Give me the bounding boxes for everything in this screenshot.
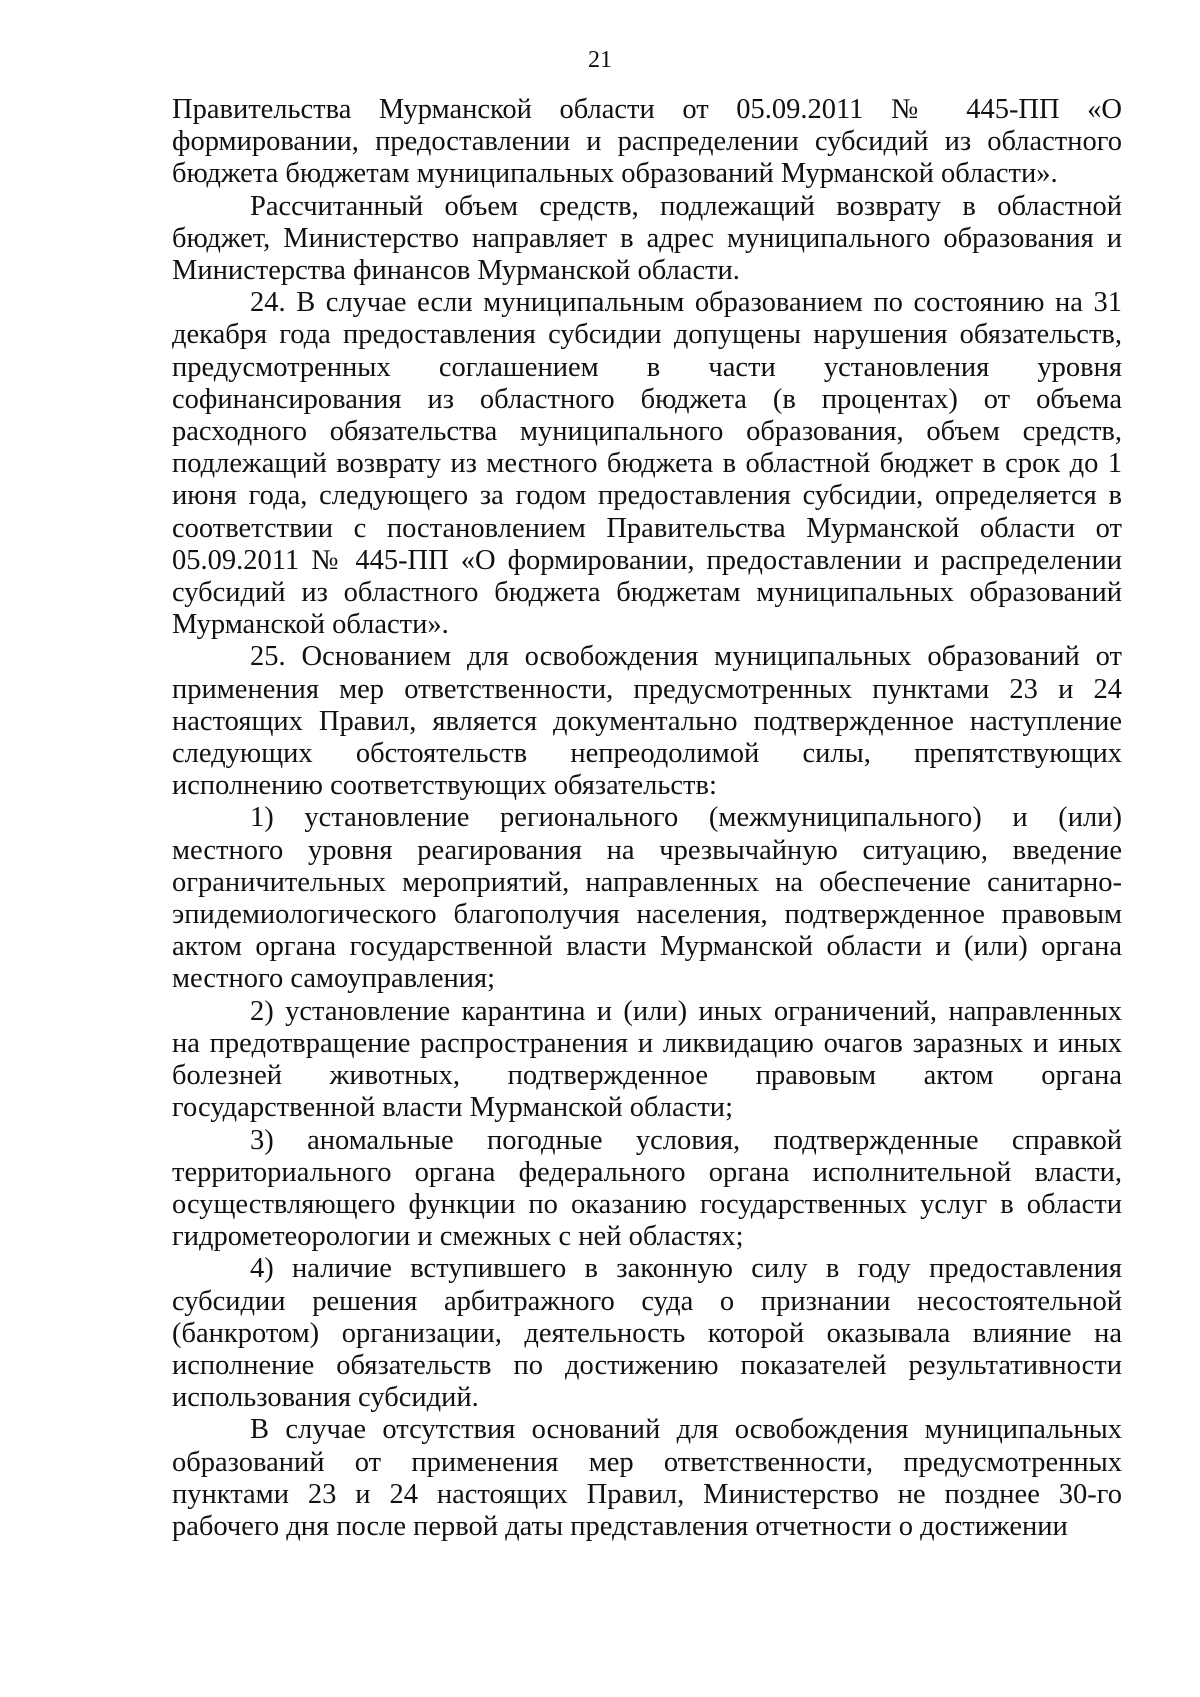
list-item-1: 1) установление регионального (межмуниципального) и (или) местного уровня реагирования на чрезвычайную ситуацию, введение ограничительных мероприятий, направленных на обеспечение санитарно-эпидемиологического благополучия населения, подтвержденное правовым актом органа государственной власти Мурманской области и (или) органа местного самоуправления; xyxy=(172,802,1122,995)
paragraph-return-amount: Рассчитанный объем средств, подлежащий возврату в областной бюджет, Министерство направляет в адрес муниципального образования и Министерства финансов Мурманской области. xyxy=(172,190,1122,287)
page-number: 21 xyxy=(588,47,612,73)
list-item-3: 3) аномальные погодные условия, подтвержденные справкой территориального органа федерального органа исполнительной власти, осуществляющего функции по оказанию государственных услуг в области гидрометеорологии и смежных с ней областях; xyxy=(172,1124,1122,1253)
paragraph-24: 24. В случае если муниципальным образованием по состоянию на 31 декабря года предоставления субсидии допущены нарушения обязательств, предусмотренных соглашением в части установления уровня софинансирования из областного бюджета (в процентах) от объема расходного обязательства муниципального образования, объем средств, подлежащий возврату из местного бюджета в областной бюджет в срок до 1 июня года, следующего за годом предоставления субсидии, определяется в соответствии с постановлением Правительства Мурманской области от 05.09.2011 № 445-ПП «О формировании, предоставлении и распределении субсидий из областного бюджета бюджетам муниципальных образований Мурманской области». xyxy=(172,287,1122,641)
list-item-2: 2) установление карантина и (или) иных ограничений, направленных на предотвращение распространения и ликвидацию очагов заразных и иных болезней животных, подтвержденное правовым актом органа государственной власти Мурманской области; xyxy=(172,995,1122,1124)
paragraph-continuation: Правительства Мурманской области от 05.09.2011 № 445-ПП «О формировании, предоставлении и распределении субсидий из областного бюджета бюджетам муниципальных образований Мурманской области». xyxy=(172,94,1122,190)
paragraph-25: 25. Основанием для освобождения муниципальных образований от применения мер ответственности, предусмотренных пунктами 23 и 24 настоящих Правил, является документально подтвержденное наступление следующих обстоятельств непреодолимой силы, препятствующих исполнению соответствующих обязательств: xyxy=(172,641,1122,802)
paragraph-no-grounds: В случае отсутствия оснований для освобождения муниципальных образований от применения мер ответственности, предусмотренных пунктами 23 и 24 настоящих Правил, Министерство не позднее 30-го рабочего дня после первой даты представления отчетности о достижении xyxy=(172,1414,1122,1542)
document-body xyxy=(172,94,1122,1543)
list-item-4: 4) наличие вступившего в законную силу в году предоставления субсидии решения арбитражного суда о признании несостоятельной (банкротом) организации, деятельность которой оказывала влияние на исполнение обязательств по достижению показателей результативности использования субсидий. xyxy=(172,1253,1122,1414)
